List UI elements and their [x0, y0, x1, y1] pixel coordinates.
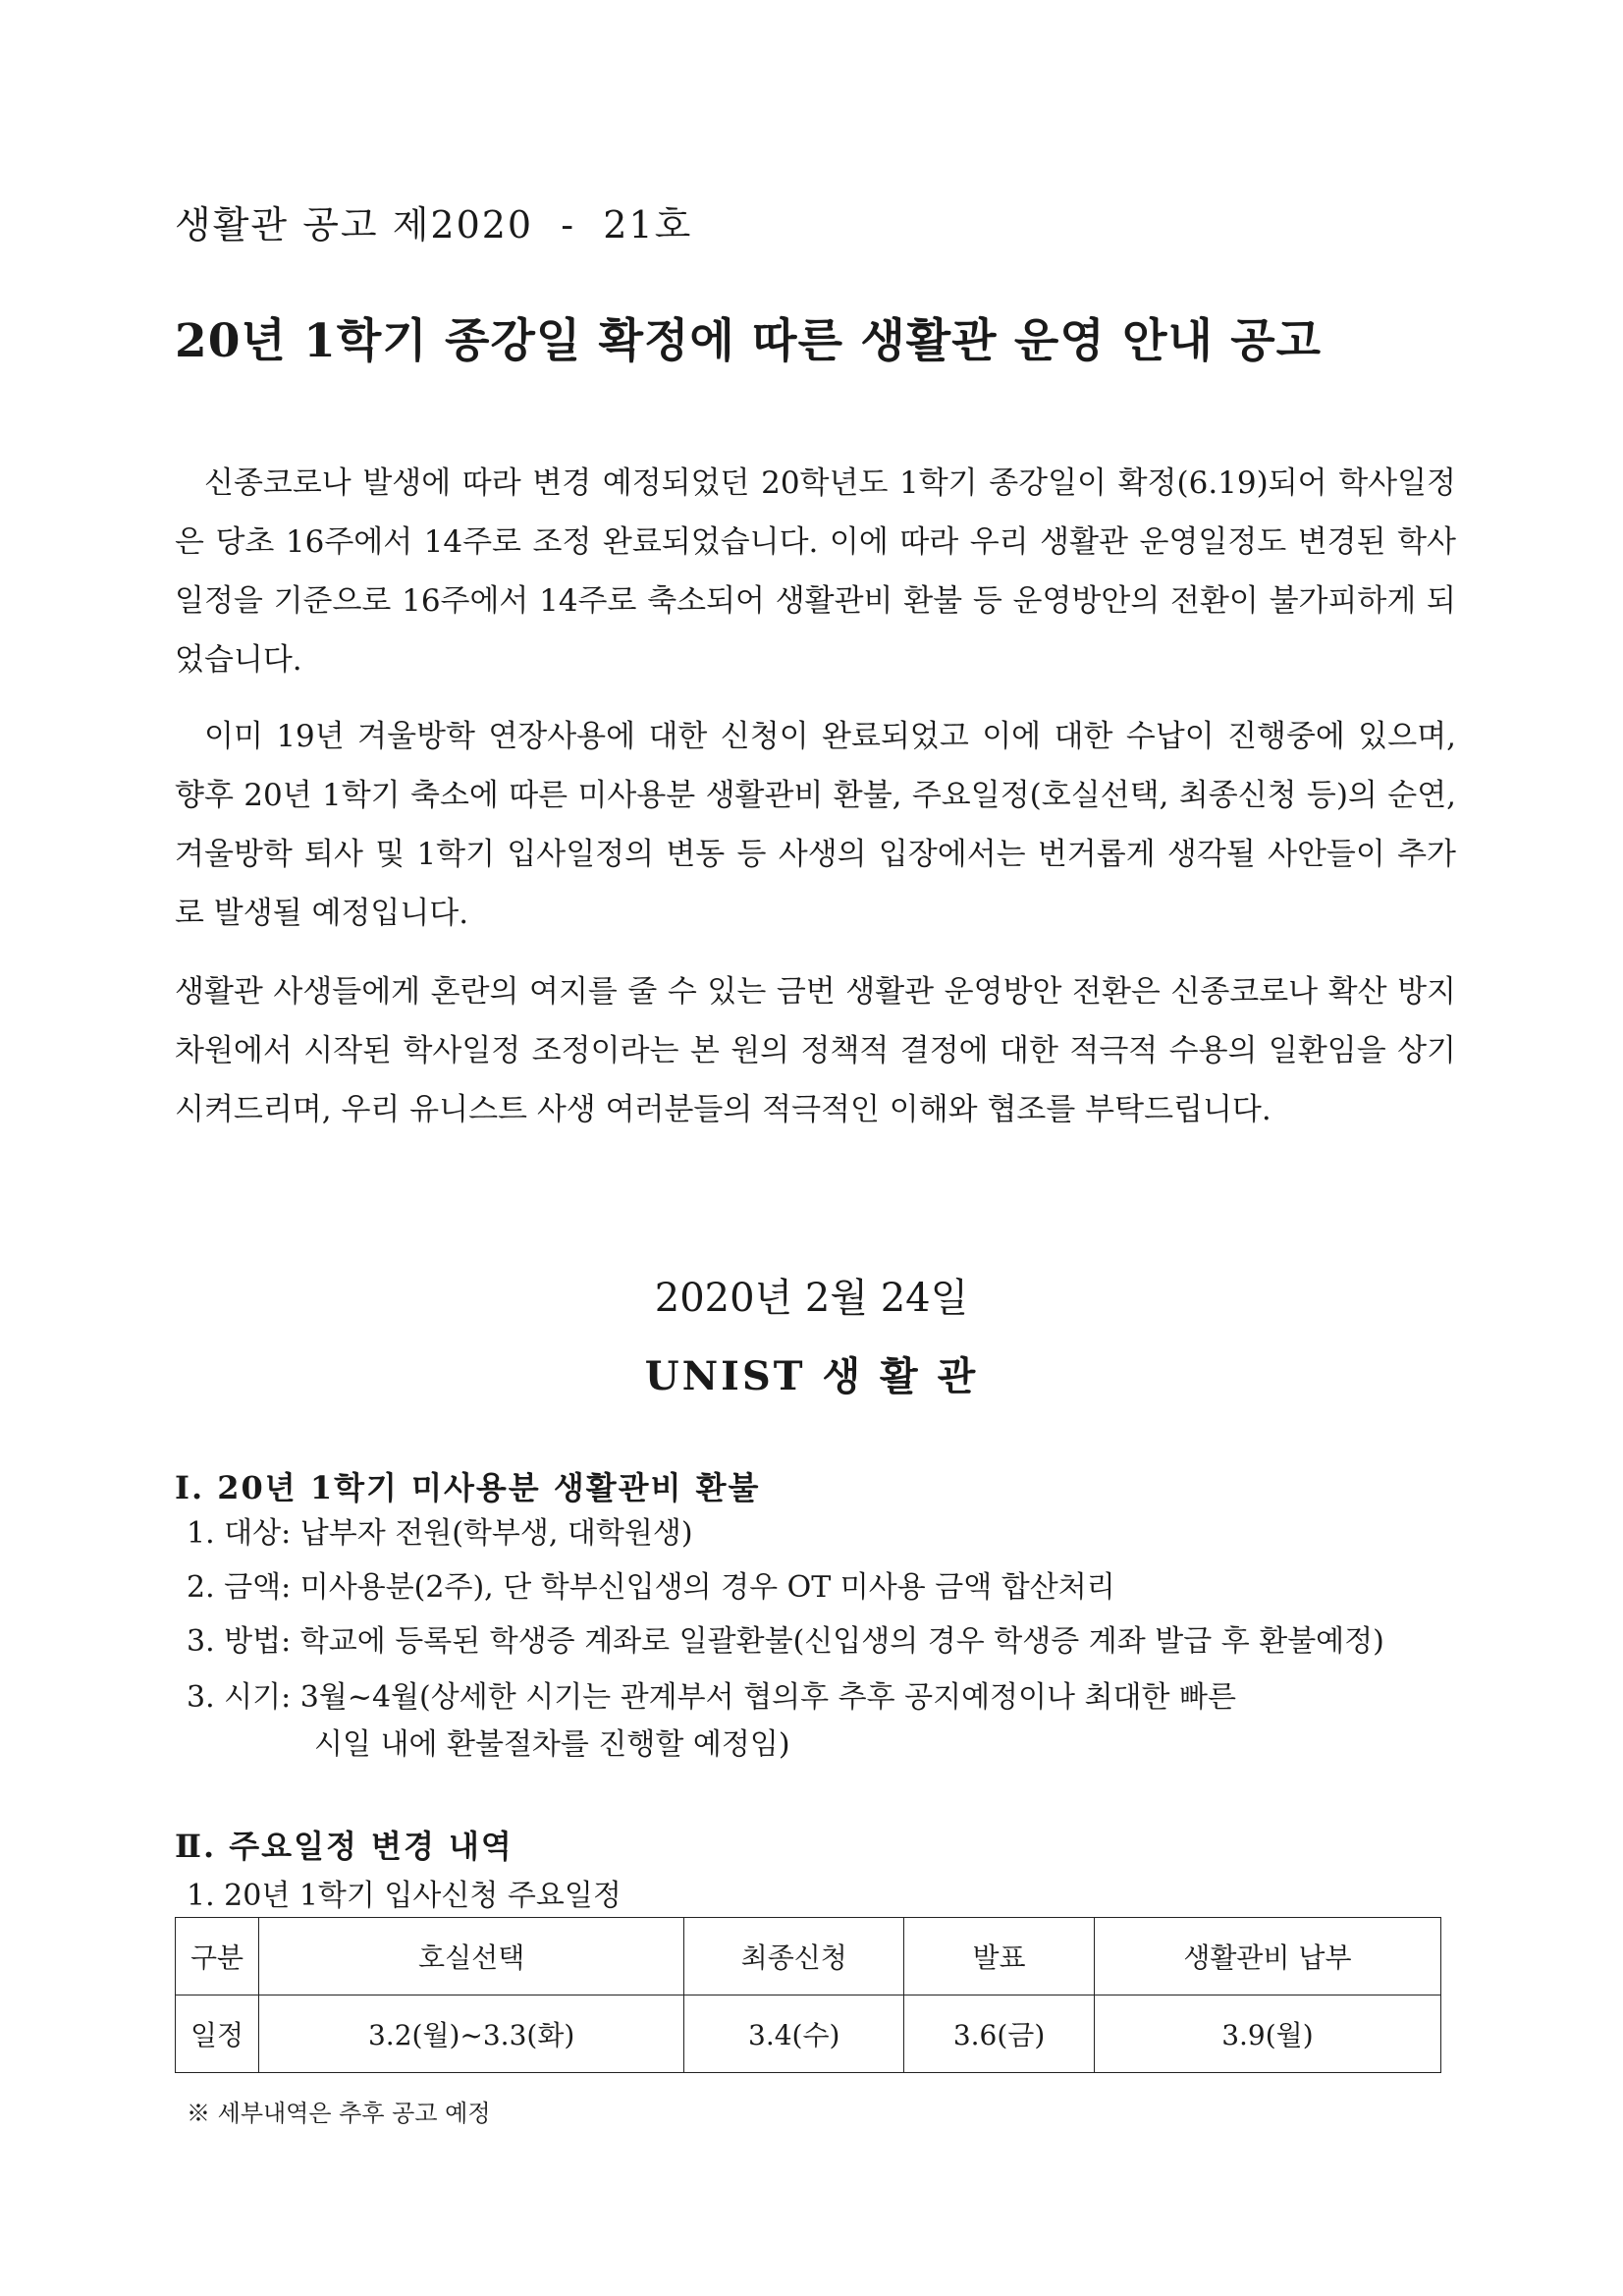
table-cell: 3.6(금) — [904, 1995, 1095, 2073]
notice-title: 20년 1학기 종강일 확정에 따른 생활관 운영 안내 공고 — [175, 314, 1323, 368]
notice-number: 생활관 공고 제2020 - 21호 — [175, 203, 693, 246]
table-header-cell: 생활관비 납부 — [1094, 1918, 1440, 1995]
table-header-row — [176, 1918, 1441, 1995]
refund-method-item: 3. 방법: 학교에 등록된 학생증 계좌로 일괄환불(신입생의 경우 학생증 계좌 발급 후 환불예정) — [187, 1624, 1384, 1659]
body-paragraph-3: 생활관 사생들에게 혼란의 여지를 줄 수 있는 금번 생활관 운영방안 전환은 신종코로나 확산 방지차원에서 시작된 학사일정 조정이라는 본 원의 정책적 결정에 대한 적극적 수용의 일환임을 상기시켜드리며, 우리 유니스트 사생 여러분들의 적극적인 이해와 협조를 부탁드립니다. — [175, 974, 1456, 1127]
body-paragraph-1: 신종코로나 발생에 따라 변경 예정되었던 20학년도 1학기 종강일이 확정(6.19)되어 학사일정은 당초 16주에서 14주로 조정 완료되었습니다. 이에 따라 우리 생활관 운영일정도 변경된 학사일정을 기준으로 16주에서 14주로 축소되어 생활관비 환불 등 운영방안의 전환이 불가피하게 되었습니다. — [175, 465, 1456, 678]
table-header-cell: 호실선택 — [259, 1918, 684, 1995]
refund-amount-item: 2. 금액: 미사용분(2주), 단 학부신입생의 경우 OT 미사용 금액 합산처리 — [187, 1570, 1115, 1605]
refund-timing-item — [187, 1674, 1463, 1769]
footnote: ※ 세부내역은 추후 공고 예정 — [187, 2100, 491, 2127]
body-paragraph-2: 이미 19년 겨울방학 연장사용에 대한 신청이 완료되었고 이에 대한 수납이 진행중에 있으며, 향후 20년 1학기 축소에 따른 미사용분 생활관비 환불, 주요일정(호실선택, 최종신청 등)의 순연, 겨울방학 퇴사 및 1학기 입사일정의 변동 등 사생의 입장에서는 번거롭게 생각될 사안들이 추가로 발생될 예정입니다. — [175, 719, 1456, 931]
notice-date: 2020년 2월 24일 — [654, 1276, 969, 1321]
section-2-heading: Ⅱ. 주요일정 변경 내역 — [175, 1828, 514, 1865]
table-header-cell: 최종신청 — [684, 1918, 904, 1995]
refund-timing-continuation: 시일 내에 환불절차를 진행할 예정임) — [314, 1727, 790, 1762]
table-row — [176, 1995, 1441, 2073]
section-1-heading: Ⅰ. 20년 1학기 미사용분 생활관비 환불 — [175, 1469, 761, 1506]
schedule-table — [175, 1917, 1441, 2073]
table-header-cell: 발표 — [904, 1918, 1095, 1995]
schedule-subheading: 1. 20년 1학기 입사신청 주요일정 — [187, 1879, 622, 1913]
refund-timing-text: 3. 시기: 3월~4월(상세한 시기는 관계부서 협의후 추후 공지예정이나 최대한 빠른 — [187, 1680, 1236, 1715]
table-cell: 일정 — [176, 1995, 259, 2073]
table-cell: 3.4(수) — [684, 1995, 904, 2073]
table-cell: 3.2(월)~3.3(화) — [259, 1995, 684, 2073]
table-header-cell: 구분 — [176, 1918, 259, 1995]
table-cell: 3.9(월) — [1094, 1995, 1440, 2073]
issuing-organization: UNIST 생 활 관 — [644, 1353, 979, 1399]
refund-target-item: 1. 대상: 납부자 전원(학부생, 대학원생) — [187, 1516, 693, 1551]
